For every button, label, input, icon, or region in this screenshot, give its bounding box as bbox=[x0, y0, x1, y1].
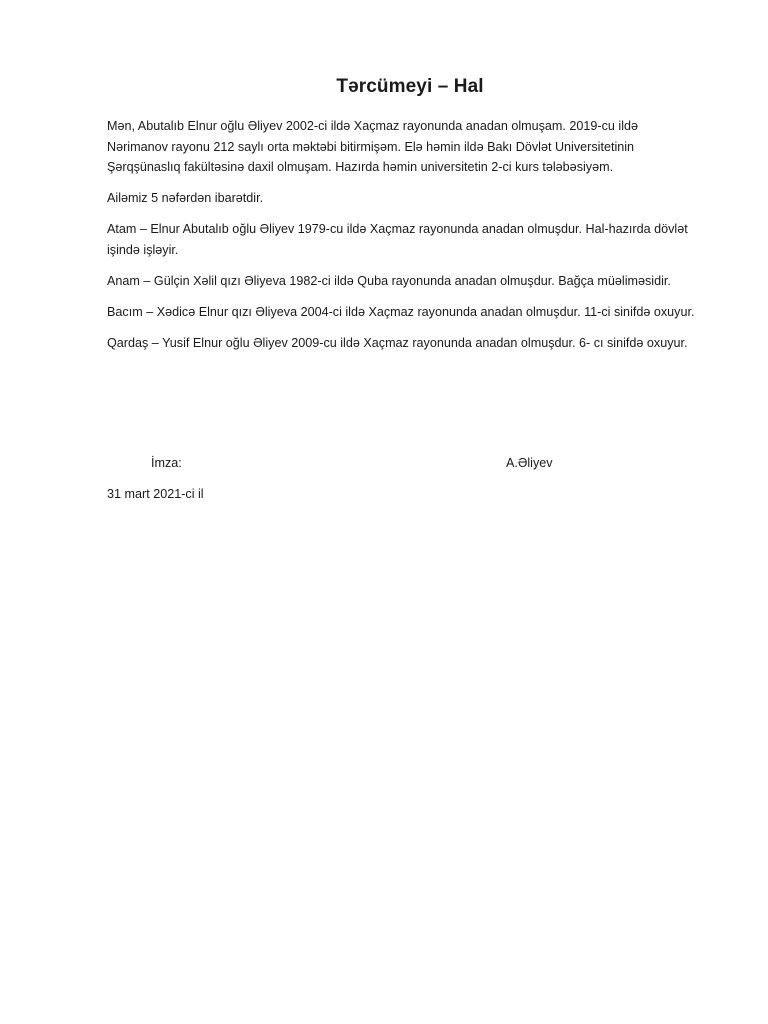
document-body bbox=[107, 116, 697, 364]
signature-name: A.Əliyev bbox=[506, 456, 553, 470]
document-title: Tərcümeyi – Hal bbox=[336, 76, 484, 97]
document-date: 31 mart 2021-ci il bbox=[107, 487, 204, 501]
paragraph-sister: Bacım – Xədicə Elnur qızı Əliyeva 2004-ci ildə Xaçmaz rayonunda anadan olmuşdur. 11-ci sinifdə oxuyur. bbox=[107, 304, 695, 319]
paragraph-biography: Mən, Abutalıb Elnur oğlu Əliyev 2002-ci ildə Xaçmaz rayonunda anadan olmuşam. 2019-cu ildə Nərimanov rayonu 212 saylı orta məktəbi bitirmişəm. Elə həmin ildə Bakı Dövlət Universitetinin Şərqşünaslıq fakültəsinə daxil olmuşam. Hazırda həmin universitetin 2-ci kurs tələbəsiyəm. bbox=[107, 119, 639, 174]
paragraph-family-size: Ailəmiz 5 nəfərdən ibarətdir. bbox=[107, 191, 264, 205]
signature-label: İmza: bbox=[151, 456, 182, 470]
paragraph-brother: Qardaş – Yusif Elnur oğlu Əliyev 2009-cu ildə Xaçmaz rayonunda anadan olmuşdur. 6- cı sinifdə oxuyur. bbox=[107, 335, 688, 350]
paragraph-father: Atam – Elnur Abutalıb oğlu Əliyev 1979-cu ildə Xaçmaz rayonunda anadan olmuşdur. Hal-hazırda dövlət işində işləyir. bbox=[107, 222, 688, 257]
paragraph-mother: Anam – Gülçin Xəlil qızı Əliyeva 1982-ci ildə Quba rayonunda anadan olmuşdur. Bağça müəliməsidir. bbox=[107, 273, 671, 288]
signature-row bbox=[107, 454, 667, 472]
